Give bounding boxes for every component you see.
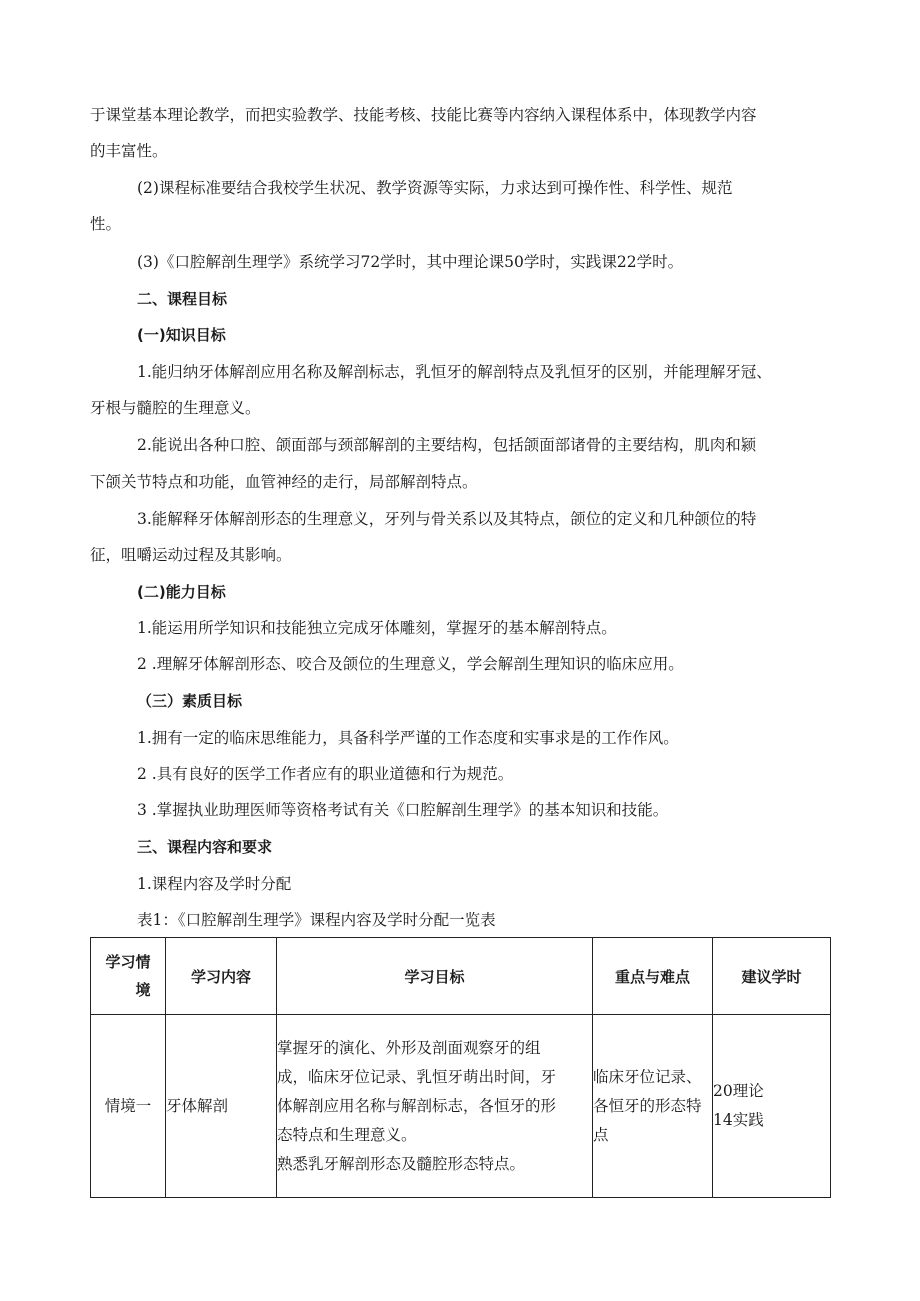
table-row bbox=[91, 1015, 831, 1198]
paragraph-3: (3)《口腔解剖生理学》系统学习72学时，其中理论课50学时，实践课22学时。 bbox=[137, 253, 684, 271]
goal-line-1: 掌握牙的演化、外形及剖面观察牙的组 bbox=[277, 1038, 541, 1057]
knowledge-item-2-line-1: 2.能说出各种口腔、颌面部与颈部解剖的主要结构，包括颌面部诸骨的主要结构，肌肉和颍 bbox=[137, 436, 757, 454]
subheading-ability-goals: (二)能力目标 bbox=[137, 583, 226, 601]
goal-line-5: 熟悉乳牙解剖形态及髓腔形态特点。 bbox=[277, 1154, 526, 1173]
content-subheading-1: 1.课程内容及学时分配 bbox=[137, 875, 292, 893]
quality-item-1: 1.拥有一定的临床思维能力，具备科学严谨的工作态度和实事求是的工作作风。 bbox=[137, 729, 679, 747]
table-header-row bbox=[91, 938, 831, 1015]
ability-item-1: 1.能运用所学知识和技能独立完成牙体雕刻，掌握牙的基本解剖特点。 bbox=[137, 619, 617, 637]
cell-key-points bbox=[593, 1015, 713, 1198]
subheading-knowledge-goals: (一)知识目标 bbox=[137, 326, 226, 344]
paragraph-1-line-1: 于课堂基本理论教学，而把实验教学、技能考核、技能比赛等内容纳入课程体系中，体现教学内容 bbox=[90, 106, 757, 124]
header-key-points: 重点与难点 bbox=[593, 938, 713, 1015]
knowledge-item-3-line-2: 征，咀嚼运动过程及其影响。 bbox=[90, 546, 292, 564]
knowledge-item-1-line-2: 牙根与髓腔的生理意义。 bbox=[90, 399, 261, 417]
paragraph-2-line-1: (2)课程标准要结合我校学生状况、教学资源等实际，力求达到可操作性、科学性、规范 bbox=[137, 179, 733, 197]
quality-item-2: 2 .具有良好的医学工作者应有的职业道德和行为规范。 bbox=[137, 765, 514, 783]
goal-line-4: 态特点和生理意义。 bbox=[277, 1125, 417, 1144]
ability-item-2: 2 .理解牙体解剖形态、咬合及颌位的生理意义，学会解剖生理知识的临床应用。 bbox=[137, 655, 684, 673]
header-scenario bbox=[91, 938, 166, 1015]
section-heading-goals: 二、课程目标 bbox=[137, 290, 228, 308]
header-scenario-line-2: 境 bbox=[135, 981, 151, 999]
knowledge-item-1-line-1: 1.能归纳牙体解剖应用名称及解剖标志，乳恒牙的解剖特点及乳恒牙的区别，并能理解牙冠、 bbox=[137, 363, 772, 381]
subheading-quality-goals: （三）素质目标 bbox=[137, 692, 243, 710]
section-heading-content: 三、课程内容和要求 bbox=[137, 838, 273, 856]
cell-hours bbox=[713, 1015, 831, 1198]
goal-line-2: 成，临床牙位记录、乳恒牙萌出时间，牙 bbox=[277, 1067, 557, 1086]
goal-line-3: 体解剖应用名称与解剖标志，各恒牙的形 bbox=[277, 1096, 557, 1115]
knowledge-item-3-line-1: 3.能解释牙体解剖形态的生理意义，牙列与骨关系以及其特点，颌位的定义和几种颌位的特 bbox=[137, 510, 757, 528]
paragraph-2-line-2: 性。 bbox=[90, 215, 122, 233]
table-caption: 表1：《口腔解剖生理学》课程内容及学时分配一览表 bbox=[137, 911, 496, 929]
knowledge-item-2-line-2: 下颌关节特点和功能，血管神经的走行，局部解剖特点。 bbox=[90, 473, 478, 491]
key-line-3: 点 bbox=[593, 1125, 609, 1144]
paragraph-1-line-2: 的丰富性。 bbox=[90, 142, 168, 160]
cell-goal bbox=[277, 1015, 593, 1198]
hours-theory: 20理论 bbox=[713, 1082, 764, 1100]
header-goal: 学习目标 bbox=[277, 938, 593, 1015]
header-content: 学习内容 bbox=[166, 938, 277, 1015]
cell-content: 牙体解剖 bbox=[166, 1015, 277, 1198]
course-content-table bbox=[90, 937, 831, 1198]
key-line-2: 各恒牙的形态特 bbox=[593, 1096, 702, 1115]
quality-item-3: 3 .掌握执业助理医师等资格考试有关《口腔解剖生理学》的基本知识和技能。 bbox=[137, 801, 669, 819]
key-line-1: 临床牙位记录、 bbox=[593, 1067, 702, 1086]
header-scenario-line-1: 学习情 bbox=[105, 953, 151, 971]
header-hours: 建议学时 bbox=[713, 938, 831, 1015]
cell-scenario: 情境一 bbox=[91, 1015, 166, 1198]
hours-practice: 14实践 bbox=[713, 1111, 764, 1129]
